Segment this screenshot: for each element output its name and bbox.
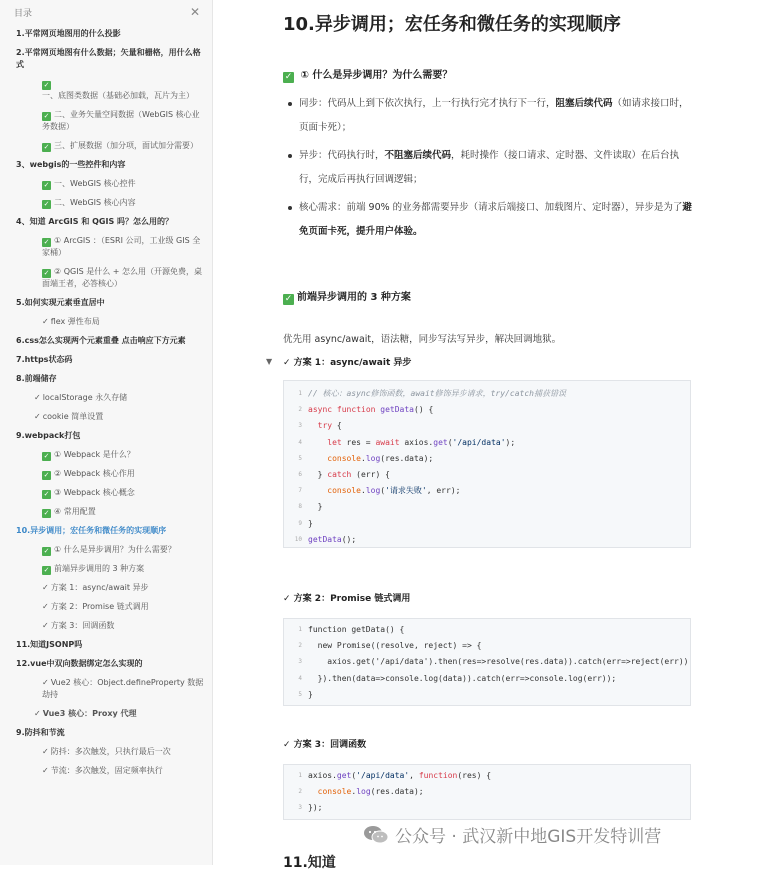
code-line	[284, 532, 690, 548]
toc-item[interactable]	[16, 677, 204, 701]
bullet-emphasis: 阻塞后续代码	[555, 98, 613, 109]
toc-item[interactable]	[16, 140, 204, 152]
check-icon: ✓	[43, 471, 50, 479]
toc-item[interactable]	[16, 544, 204, 556]
toc-item-label: cookie 简单设置	[42, 412, 104, 421]
bullet-list	[299, 92, 694, 248]
code-line	[284, 418, 690, 434]
code-line	[284, 638, 690, 654]
close-icon[interactable]: ✕	[189, 5, 200, 19]
code-text: });	[308, 803, 323, 813]
toc-item-label: ① ArcGIS ：（ESRI 公司，工业级 GIS 全家桶）	[42, 236, 201, 257]
toc-item[interactable]	[16, 411, 204, 423]
toc-item[interactable]	[16, 197, 204, 209]
toc-item[interactable]	[16, 620, 204, 632]
toc-item-label: 12.vue中双向数据绑定怎么实现的	[16, 659, 143, 668]
line-number: 2	[298, 642, 302, 650]
toc-item[interactable]	[16, 525, 204, 537]
watermark-text: 公众号 · 武汉新中地GIS开发特训营	[395, 827, 662, 847]
toc-item-label: ④ 常用配置	[54, 507, 96, 516]
code-line	[284, 784, 690, 800]
line-number: 3	[298, 804, 302, 812]
toc-item-label: ③ Webpack 核心概念	[54, 488, 135, 497]
check-icon: ✓	[43, 547, 50, 555]
article-title: 10.异步调用；宏任务和微任务的实现顺序	[283, 14, 621, 35]
line-number: 2	[298, 788, 302, 796]
bullet-text: 异步：代码执行时，	[299, 150, 385, 161]
toc-item-label: 方案 2：Promise 链式调用	[50, 602, 149, 611]
code-text: }).then(data=>console.log(data)).catch(err=>console.log(err));	[308, 673, 617, 683]
code-text: axios.get('/api/data').then(res=>resolve(res.data)).catch(err=>reject(err))	[308, 657, 689, 667]
toc-item[interactable]	[16, 746, 204, 758]
toc-item[interactable]	[16, 297, 204, 309]
toc-item[interactable]	[16, 506, 204, 518]
bullet-text: ，耗时操作（接口请求、定时器、文件读取）在后台执行，完成后再执行回调逻辑；	[299, 150, 680, 185]
tick-icon: ✓	[42, 621, 49, 630]
toc-item-label: 1.平常网页地图用的什么投影	[16, 29, 121, 38]
toc-item-label: 一、WebGIS 核心控件	[54, 179, 136, 188]
next-section-title: 11.知道	[283, 855, 336, 871]
line-number: 2	[298, 406, 302, 414]
toc-item[interactable]	[16, 487, 204, 499]
toc-item-label: ① Webpack 是什么？	[54, 450, 135, 459]
code-line	[284, 687, 690, 703]
code-block-3[interactable]	[283, 764, 691, 820]
code-text: console.log('请求失败', err);	[327, 486, 461, 496]
toc-item[interactable]	[16, 373, 204, 385]
check-icon: ✓	[284, 72, 293, 82]
bullet-item	[299, 144, 694, 192]
section-heading-1: ✓ ① 什么是异步调用？为什么需要？	[284, 70, 453, 82]
check-icon: ✓	[43, 238, 50, 246]
toc-item[interactable]	[16, 28, 204, 40]
bullet-text: 同步：代码从上到下依次执行，上一行执行完才执行下一行，	[299, 98, 556, 109]
toc-item-label: 11.知道JSONP吗	[16, 640, 83, 649]
toc-item-label: 8.前端储存	[16, 374, 57, 383]
plan1-heading: ✓ 方案 1：async/await 异步	[283, 358, 412, 368]
toc-item-label: 一、底图类数据（基础必加载，瓦片为主）	[42, 91, 194, 100]
bullet-item	[299, 196, 694, 244]
check-icon: ✓	[43, 490, 50, 498]
article	[213, 0, 765, 871]
toc-item-label: 二、WebGIS 核心内容	[54, 198, 136, 207]
code-text: }	[308, 518, 313, 528]
toc-item[interactable]	[16, 449, 204, 461]
check-icon: ✓	[43, 452, 50, 460]
line-number: 5	[298, 454, 302, 462]
toc-item-label: Vue2 核心：Object.defineProperty 数据劫持	[42, 678, 204, 699]
toc-item[interactable]	[16, 563, 204, 575]
code-block-1[interactable]	[283, 380, 691, 548]
toc-item-label: 7.https状态码	[16, 355, 73, 364]
toc-item-label: 5.如何实现元素垂直居中	[16, 298, 105, 307]
toc-item-label: 防抖：多次触发，只执行最后一次	[50, 747, 171, 756]
toc-item-label: ① 什么是异步调用？为什么需要？	[54, 545, 176, 554]
tick-icon: ✓	[42, 602, 49, 611]
tick-icon: ✓	[34, 412, 41, 421]
code-text: console.log(res.data);	[317, 787, 424, 797]
code-text: // 核心：async修饰函数，await修饰异步请求，try/catch捕获错误	[308, 389, 566, 398]
toc-item[interactable]	[16, 708, 204, 720]
line-number: 10	[294, 535, 302, 543]
line-number: 8	[298, 503, 302, 511]
check-icon: ✓	[43, 509, 50, 517]
toc-item-label: 方案 3：回调函数	[50, 621, 115, 630]
check-icon: ✓	[284, 294, 293, 304]
toc-sidebar	[0, 0, 213, 865]
code-line	[284, 800, 690, 816]
code-text: }	[308, 502, 323, 512]
line-number: 4	[298, 438, 302, 446]
check-icon: ✓	[43, 200, 50, 208]
code-line	[284, 467, 690, 483]
line-number: 3	[298, 658, 302, 666]
tick-icon: ✓	[42, 317, 49, 326]
toc-item[interactable]	[16, 178, 204, 190]
toc-item-label: flex 弹性布局	[50, 317, 100, 326]
toc-item-label: ② QGIS 是什么 + 怎么用（开源免费，桌面端王者，必答核心）	[42, 267, 202, 288]
code-line	[284, 435, 690, 451]
line-number: 4	[298, 674, 302, 682]
section-heading-2: ✓ 前端异步调用的 3 种方案	[284, 292, 411, 304]
code-text: function getData() {	[308, 625, 405, 634]
toc-item[interactable]	[16, 335, 204, 347]
toc-item-label: ② Webpack 核心作用	[54, 469, 135, 478]
line-number: 7	[298, 487, 302, 495]
toc-title: 目录	[14, 8, 33, 19]
plan3-heading: ✓ 方案 3：回调函数	[283, 740, 367, 750]
line-number: 5	[298, 690, 302, 698]
toc-item[interactable]	[16, 47, 204, 71]
bullet-item	[299, 92, 694, 140]
toc-item-label: 三、扩展数据（加分项，面试加分需要）	[54, 141, 198, 150]
wechat-icon	[363, 825, 389, 845]
code-line	[284, 483, 690, 499]
toc-item[interactable]	[16, 354, 204, 366]
code-line	[284, 671, 690, 687]
plan2-heading: ✓ 方案 2：Promise 链式调用	[283, 594, 411, 604]
section-intro: 优先用 async/await，语法糖，同步写法写异步，解决回调地狱。	[283, 334, 562, 345]
tick-icon: ✓	[34, 709, 41, 718]
code-text: }	[308, 689, 313, 699]
toc-item-label: 9.防抖和节流	[16, 728, 65, 737]
toc-item[interactable]	[16, 316, 204, 328]
line-number: 3	[298, 422, 302, 430]
toc-item[interactable]	[16, 765, 204, 777]
tick-icon: ✓	[42, 678, 49, 687]
tick-icon: ✓	[42, 583, 49, 592]
code-line	[284, 768, 690, 784]
tick-icon: ✓	[42, 766, 49, 775]
line-number: 6	[298, 470, 302, 478]
bullet-emphasis: 避免页面卡死，提升用户体验。	[299, 202, 692, 237]
line-number: 1	[298, 626, 302, 633]
bullet-emphasis: 不阻塞后续代码	[384, 150, 452, 161]
code-line	[284, 622, 690, 638]
toc-item-label: 前端异步调用的 3 种方案	[54, 564, 145, 573]
toc-item[interactable]	[16, 78, 204, 102]
check-icon: ✓	[43, 81, 50, 89]
code-line	[284, 386, 690, 402]
toc-item[interactable]	[16, 266, 204, 290]
toc-item-label: 10.异步调用；宏任务和微任务的实现顺序	[16, 526, 167, 535]
tick-icon: ✓	[42, 747, 49, 756]
toc-item[interactable]	[16, 216, 204, 228]
toc-item-label: Vue3 核心：Proxy 代理	[42, 709, 137, 718]
check-icon: ✓	[43, 269, 50, 277]
toc-item-label: 9.webpack打包	[16, 431, 81, 440]
code-text: getData();	[308, 534, 357, 544]
toc-item-label: 节流：多次触发，固定频率执行	[50, 766, 163, 775]
code-block-2[interactable]	[283, 618, 691, 706]
toc-item[interactable]	[16, 658, 204, 670]
toc-header	[0, 0, 212, 24]
toc-item[interactable]	[16, 392, 204, 404]
code-line	[284, 451, 690, 467]
check-icon: ✓	[43, 566, 50, 574]
code-text: new Promise((resolve, reject) => {	[308, 641, 482, 651]
toc-item-label: 2.平常网页地图有什么数据；矢量和栅格，用什么格式	[16, 48, 201, 69]
bullet-text: 核心需求：前端 90% 的业务都需要异步（请求后端接口、加载图片、定时器），异步是为了	[299, 202, 683, 213]
check-icon: ✓	[43, 181, 50, 189]
toc-item-label: 4、知道 ArcGIS 和 QGIS 吗？怎么用的？	[16, 217, 173, 226]
check-icon: ✓	[43, 112, 50, 120]
toc-item[interactable]	[16, 159, 204, 171]
toc-item-label: 二、业务矢量空间数据（WebGIS 核心业务数据）	[42, 110, 200, 131]
code-text: console.log(res.data);	[327, 453, 434, 463]
code-line	[284, 516, 690, 532]
code-text: } catch (err) {	[308, 469, 390, 479]
toc-list	[0, 28, 212, 777]
toc-item-label: 6.css怎么实现两个元素重叠 点击响应下方元素	[16, 336, 186, 345]
toc-item[interactable]	[16, 582, 204, 594]
code-text: async function getData() {	[308, 405, 434, 415]
check-icon: ✓	[43, 143, 50, 151]
toc-item[interactable]	[16, 109, 204, 133]
toc-item[interactable]	[16, 639, 204, 651]
toc-item-label: 方案 1：async/await 异步	[50, 583, 149, 592]
bullet-text: （如请求接口时，页面卡死）；	[299, 98, 689, 133]
line-number: 1	[298, 772, 302, 779]
toc-item-label: 3、webgis的一些控件和内容	[16, 160, 126, 169]
line-number: 9	[298, 519, 302, 527]
code-text: let res = await axios.get('/api/data');	[327, 437, 516, 447]
code-line	[284, 499, 690, 515]
code-text: try {	[317, 421, 342, 431]
code-line	[284, 402, 690, 418]
toc-item[interactable]	[16, 601, 204, 613]
watermark	[363, 822, 661, 847]
toc-item[interactable]	[16, 430, 204, 442]
toc-item[interactable]	[16, 727, 204, 739]
tick-icon: ✓	[34, 393, 41, 402]
code-line	[284, 654, 690, 670]
line-number: 1	[298, 390, 302, 397]
collapse-triangle-icon[interactable]: ▼	[266, 357, 273, 366]
toc-item-label: localStorage 永久存储	[42, 393, 128, 402]
toc-item[interactable]	[16, 468, 204, 480]
code-text: axios.get('/api/data', function(res) {	[308, 771, 492, 780]
toc-item[interactable]	[16, 235, 204, 259]
